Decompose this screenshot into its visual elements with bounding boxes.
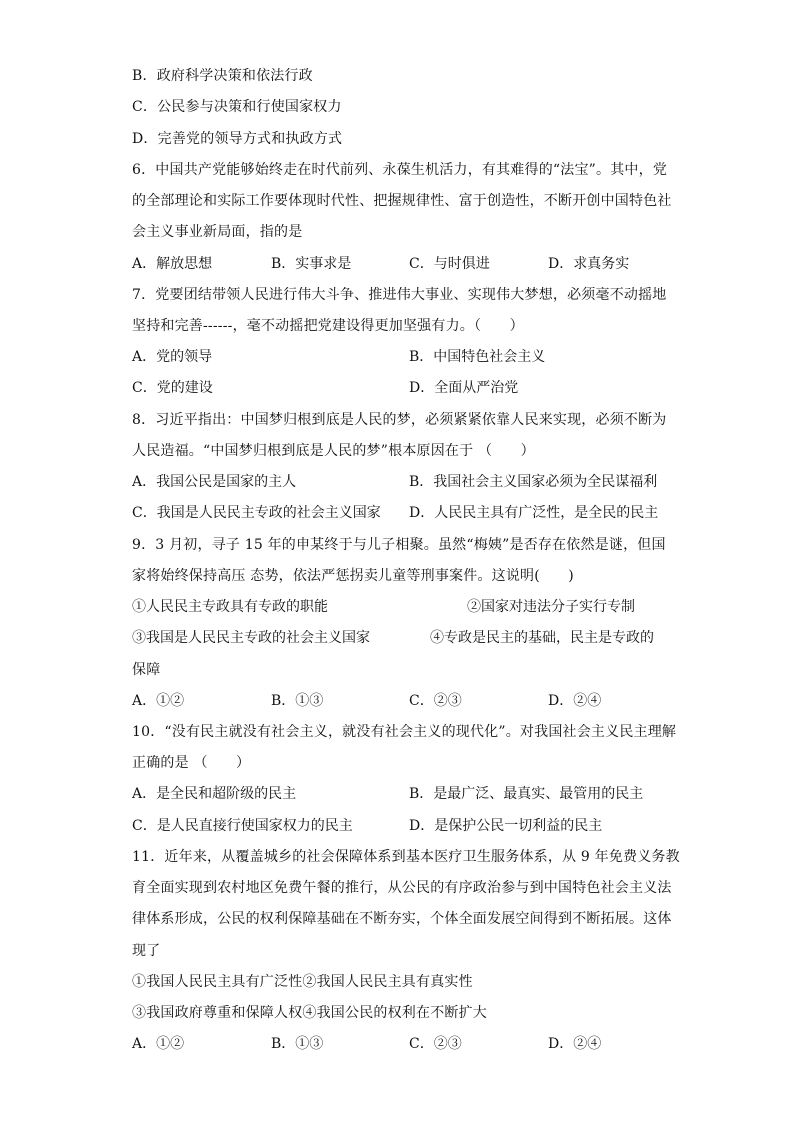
- q5-option-d: D．完善党的领导方式和执政方式: [132, 131, 343, 147]
- q9-statement-2: ②国家对违法分子实行专制: [467, 599, 635, 615]
- q6-stem-line-3: 会主义事业新局面，指的是: [132, 224, 303, 240]
- q10-option-d: D．是保护公民一切利益的民主: [409, 818, 603, 834]
- q6-option-c: C．与时俱进: [409, 256, 490, 272]
- q6-option-d: D．求真务实: [548, 256, 630, 272]
- q11-stem-line-2: 育全面实现到农村地区免费午餐的推行，从公民的有序政治参与到中国特色社会主义法: [132, 880, 672, 896]
- q9-stem-line-2: 家将始终保持高压 态势，依法严惩拐卖儿童等刑事案件。这说明( ): [132, 568, 574, 584]
- q9-option-d: D．②④: [548, 693, 602, 709]
- q9-statement-1: ①人民民主专政具有专政的职能: [132, 599, 328, 615]
- q9-option-a: A．①②: [132, 693, 185, 709]
- q9-statement-4-continued: 保障: [132, 662, 161, 678]
- q9-option-b: B．①③: [271, 693, 324, 709]
- q10-option-a: A．是全民和超阶级的民主: [132, 786, 297, 802]
- q9-option-c: C．②③: [409, 693, 462, 709]
- q11-stem-line-4: 现了: [132, 943, 161, 959]
- q7-stem-line-1: 7．党要团结带领人民进行伟大斗争、推进伟大事业、实现伟大梦想，必须毫不动摇地: [132, 287, 667, 303]
- q11-option-a: A．①②: [132, 1036, 185, 1052]
- q10-stem-line-2: 正确的是 （ ）: [132, 755, 251, 771]
- q8-option-c: C．我国是人民民主专政的社会主义国家: [132, 505, 381, 521]
- q6-stem-line-1: 6．中国共产党能够始终走在时代前列、永葆生机活力，有其难得的“法宝”。其中，党: [132, 162, 668, 178]
- q8-stem-line-2: 人民造福。“中国梦归根到底是人民的梦”根本原因在于 （ ）: [132, 443, 535, 459]
- q9-stem-line-1: 9．3 月初，寻子 15 年的申某终于与儿子相聚。虽然“梅姨”是否存在依然是谜，但国: [132, 537, 666, 553]
- q11-option-c: C．②③: [409, 1036, 462, 1052]
- q9-statement-3: ③我国是人民民主专政的社会主义国家: [132, 630, 370, 646]
- q11-statements-1-2: ①我国人民民主具有广泛性②我国人民民主具有真实性: [132, 974, 473, 990]
- q11-stem-line-1: 11．近年来，从覆盖城乡的社会保障体系到基本医疗卫生服务体系，从 9 年免费义务教: [132, 849, 680, 865]
- q11-option-b: B．①③: [271, 1036, 324, 1052]
- q7-option-c: C．党的建设: [132, 380, 213, 396]
- q10-stem-line-1: 10．“没有民主就没有社会主义，就没有社会主义的现代化”。对我国社会主义民主理解: [132, 724, 677, 740]
- q7-stem-line-2: 坚持和完善------，毫不动摇把党建设得更加坚强有力。（ ）: [132, 318, 524, 334]
- q6-stem-line-2: 的全部理论和实际工作要体现时代性、把握规律性、富于创造性，不断开创中国特色社: [132, 193, 672, 209]
- q8-stem-line-1: 8．习近平指出：中国梦归根到底是人民的梦，必须紧紧依靠人民来实现，必须不断为: [132, 412, 667, 428]
- q10-option-c: C．是人民直接行使国家权力的民主: [132, 818, 353, 834]
- q7-option-b: B．中国特色社会主义: [409, 349, 546, 365]
- q11-option-d: D．②④: [548, 1036, 602, 1052]
- q11-statements-3-4: ③我国政府尊重和保障人权④我国公民的权利在不断扩大: [132, 1005, 487, 1021]
- q8-option-a: A．我国公民是国家的主人: [132, 474, 297, 490]
- q6-option-a: A．解放思想: [132, 256, 213, 272]
- q8-option-b: B．我国社会主义国家必须为全民谋福利: [409, 474, 658, 490]
- q6-option-b: B．实事求是: [271, 256, 352, 272]
- q9-statement-4: ④专政是民主的基础，民主是专政的: [430, 630, 654, 646]
- q7-option-d: D．全面从严治党: [409, 380, 519, 396]
- q8-option-d: D．人民民主具有广泛性，是全民的民主: [409, 505, 659, 521]
- q7-option-a: A．党的领导: [132, 349, 213, 365]
- q5-option-c: C．公民参与决策和行使国家权力: [132, 99, 342, 115]
- q5-option-b: B．政府科学决策和依法行政: [132, 68, 313, 84]
- q11-stem-line-3: 律体系形成，公民的权利保障基础在不断夯实，个体全面发展空间得到不断拓展。这体: [132, 911, 672, 927]
- q10-option-b: B．是最广泛、最真实、最管用的民主: [409, 786, 644, 802]
